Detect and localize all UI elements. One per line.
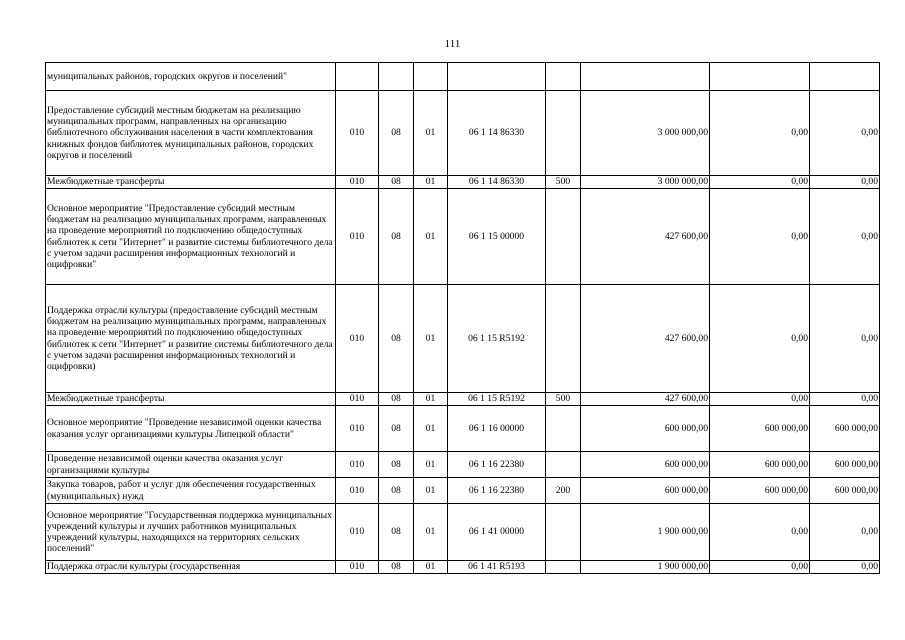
cell-amount-year1: 1 900 000,00: [581, 561, 710, 574]
cell-amount-year2: 0,00: [710, 393, 810, 406]
cell-rz: 08: [379, 406, 414, 452]
page-number: 111: [444, 38, 461, 50]
cell-amount-year3: 600 000,00: [810, 406, 880, 452]
cell-csr: 06 1 15 R5192: [448, 285, 546, 393]
cell-pr: 01: [414, 285, 448, 393]
cell-gr: 010: [336, 406, 379, 452]
cell-amount-year1: 600 000,00: [581, 452, 710, 478]
table-row: [46, 285, 880, 393]
row-name: Проведение независимой оценки качества оказания услуг организациями культуры: [46, 452, 336, 478]
cell-csr: 06 1 16 22380: [448, 452, 546, 478]
cell-vr: 500: [546, 176, 581, 189]
cell-csr: 06 1 15 R5192: [448, 393, 546, 406]
cell-rz: 08: [379, 285, 414, 393]
cell-pr: 01: [414, 91, 448, 176]
row-name: Поддержка отрасли культуры (государственная: [46, 561, 336, 574]
cell-pr: 01: [414, 478, 448, 504]
cell-rz: 08: [379, 393, 414, 406]
cell-csr: [448, 63, 546, 91]
cell-vr: 200: [546, 478, 581, 504]
table-row: [46, 406, 880, 452]
cell-rz: 08: [379, 91, 414, 176]
row-name: Межбюджетные трансферты: [46, 393, 336, 406]
row-name: Межбюджетные трансферты: [46, 176, 336, 189]
row-name: Основное мероприятие "Государственная поддержка муниципальных учреждений культуры и лучших работников муниципальных учреждений культуры, находящихся на территориях сельских поселений": [46, 504, 336, 561]
table-row: [46, 393, 880, 406]
cell-csr: 06 1 14 86330: [448, 91, 546, 176]
cell-amount-year1: 600 000,00: [581, 478, 710, 504]
cell-vr: [546, 561, 581, 574]
cell-gr: 010: [336, 561, 379, 574]
cell-csr: 06 1 41 R5193: [448, 561, 546, 574]
cell-amount-year2: 0,00: [710, 504, 810, 561]
cell-amount-year3: 0,00: [810, 189, 880, 285]
cell-csr: 06 1 15 00000: [448, 189, 546, 285]
cell-gr: [336, 63, 379, 91]
cell-rz: 08: [379, 561, 414, 574]
cell-amount-year2: 600 000,00: [710, 406, 810, 452]
cell-csr: 06 1 41 00000: [448, 504, 546, 561]
table-row: [46, 176, 880, 189]
cell-amount-year3: 0,00: [810, 561, 880, 574]
cell-rz: 08: [379, 452, 414, 478]
cell-gr: 010: [336, 176, 379, 189]
cell-gr: 010: [336, 478, 379, 504]
cell-amount-year2: [710, 63, 810, 91]
cell-pr: 01: [414, 393, 448, 406]
cell-pr: 01: [414, 504, 448, 561]
cell-amount-year1: 427 600,00: [581, 285, 710, 393]
cell-amount-year3: 0,00: [810, 285, 880, 393]
cell-amount-year1: [581, 63, 710, 91]
cell-amount-year3: 0,00: [810, 176, 880, 189]
cell-gr: 010: [336, 504, 379, 561]
cell-amount-year2: 0,00: [710, 189, 810, 285]
cell-vr: [546, 91, 581, 176]
table-row: [46, 504, 880, 561]
cell-vr: [546, 406, 581, 452]
cell-amount-year1: 427 600,00: [581, 189, 710, 285]
cell-amount-year2: 600 000,00: [710, 478, 810, 504]
cell-amount-year1: 3 000 000,00: [581, 91, 710, 176]
cell-csr: 06 1 14 86330: [448, 176, 546, 189]
cell-pr: 01: [414, 189, 448, 285]
row-name: муниципальных районов, городских округов и поселений": [46, 63, 336, 91]
table-row: [46, 63, 880, 91]
cell-amount-year2: 0,00: [710, 285, 810, 393]
cell-csr: 06 1 16 00000: [448, 406, 546, 452]
cell-rz: 08: [379, 176, 414, 189]
cell-amount-year1: 600 000,00: [581, 406, 710, 452]
table-row: [46, 189, 880, 285]
cell-vr: 500: [546, 393, 581, 406]
cell-vr: [546, 63, 581, 91]
cell-amount-year1: 427 600,00: [581, 393, 710, 406]
row-name: Закупка товаров, работ и услуг для обеспечения государственных (муниципальных) нужд: [46, 478, 336, 504]
table-row: [46, 452, 880, 478]
row-name: Поддержка отрасли культуры (предоставление субсидий местным бюджетам на реализацию муниципальных программ, направленных на проведение мероприятий по подключению общедоступных библиотек к сети "Интернет" и развитие системы библиотечного дела с учетом задачи расширения информационных технологий и оцифровки): [46, 285, 336, 393]
cell-rz: 08: [379, 504, 414, 561]
row-name: Предоставление субсидий местным бюджетам на реализацию муниципальных программ, направленных на организацию библиотечного обслуживания населения в части комплектования книжных фондов библиотек муниципальных районов, городских округов и поселений: [46, 91, 336, 176]
table-row: [46, 478, 880, 504]
cell-rz: 08: [379, 189, 414, 285]
cell-amount-year2: 0,00: [710, 91, 810, 176]
cell-pr: 01: [414, 452, 448, 478]
cell-gr: 010: [336, 393, 379, 406]
row-name: Основное мероприятие "Проведение независимой оценки качества оказания услуг организациями культуры Липецкой области": [46, 406, 336, 452]
cell-amount-year2: 0,00: [710, 561, 810, 574]
cell-gr: 010: [336, 91, 379, 176]
cell-csr: 06 1 16 22380: [448, 478, 546, 504]
cell-amount-year2: 600 000,00: [710, 452, 810, 478]
cell-vr: [546, 285, 581, 393]
cell-vr: [546, 504, 581, 561]
cell-amount-year1: 3 000 000,00: [581, 176, 710, 189]
cell-vr: [546, 452, 581, 478]
cell-pr: 01: [414, 406, 448, 452]
cell-vr: [546, 189, 581, 285]
cell-rz: 08: [379, 478, 414, 504]
cell-amount-year2: 0,00: [710, 176, 810, 189]
row-name: Основное мероприятие "Предоставление субсидий местным бюджетам на реализацию муниципальных программ, направленных на проведение мероприятий по подключению общедоступных библиотек к сети "Интернет" и развитие системы библиотечного дела с учетом задачи расширения информационных технологий и оцифровки": [46, 189, 336, 285]
table-row: [46, 561, 880, 574]
cell-amount-year1: 1 900 000,00: [581, 504, 710, 561]
cell-pr: [414, 63, 448, 91]
budget-table: [45, 62, 880, 574]
cell-amount-year3: 0,00: [810, 91, 880, 176]
cell-gr: 010: [336, 452, 379, 478]
cell-gr: 010: [336, 189, 379, 285]
cell-amount-year3: 600 000,00: [810, 478, 880, 504]
table-row: [46, 91, 880, 176]
cell-amount-year3: 600 000,00: [810, 452, 880, 478]
cell-gr: 010: [336, 285, 379, 393]
cell-amount-year3: 0,00: [810, 393, 880, 406]
cell-rz: [379, 63, 414, 91]
cell-amount-year3: [810, 63, 880, 91]
cell-amount-year3: 0,00: [810, 504, 880, 561]
cell-pr: 01: [414, 176, 448, 189]
cell-pr: 01: [414, 561, 448, 574]
